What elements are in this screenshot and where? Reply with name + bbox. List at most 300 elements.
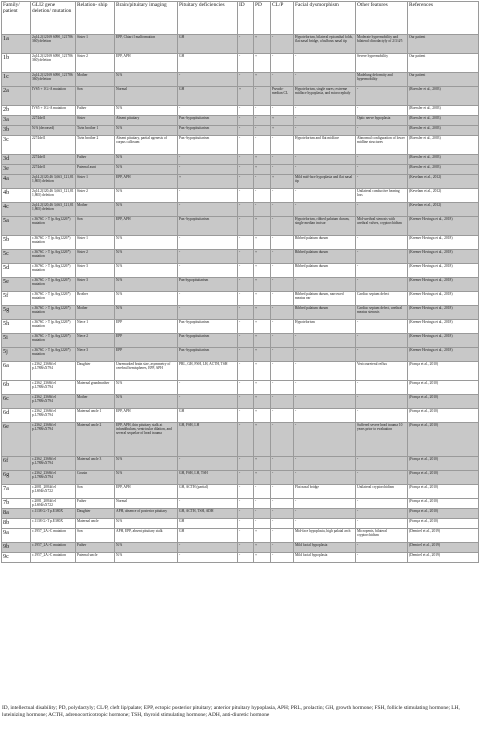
imaging-cell: N/A [115,278,178,292]
deficiencies-cell: - [178,155,238,165]
header-family-patient: Family/ patient [2,2,31,35]
reference-cell: (Kremer Hovinga et al., 2018) [408,292,479,306]
table-row [2,87,479,106]
imaging-cell: EPP, APH [115,54,178,73]
clp-cell: - [271,553,294,563]
family-id-cell: 8a [2,509,31,519]
family-id-cell: 1b [2,54,31,73]
reference-cell: (Kremer Hovinga et al., 2018) [408,278,479,292]
reference-cell: (Demirel et al., 2019) [408,529,479,543]
clp-cell: - [271,485,294,499]
table-row [2,320,479,334]
header-row [2,2,479,35]
other-features-cell: - [356,334,408,348]
mutation-cell: c.3676C > T (p.Arg1226*) mutation [31,348,76,362]
facial-cell: Ribbed palatum durum [294,250,356,264]
relationship-cell: Sister [76,116,115,126]
pd-cell: + [254,236,271,250]
mutation-cell: c.3676C > T (p.Arg1226*) mutation [31,217,76,236]
pd-cell: + [254,471,271,485]
clp-cell: - [271,136,294,155]
deficiencies-cell: - [178,165,238,175]
id-flag-cell: - [238,175,254,189]
table-row [2,457,479,471]
other-features-cell: - [356,203,408,217]
other-features-cell: Suffered severe head trauma 10 years prior to evaluation [356,423,408,457]
other-features-cell: - [356,348,408,362]
deficiencies-cell: GH [178,54,238,73]
family-id-cell: 6c [2,395,31,409]
clp-cell: - [271,509,294,519]
reference-cell: (Roessler et al., 2003) [408,116,479,126]
clp-cell: - [271,348,294,362]
deficiencies-cell: Pan -hypopituitarism [178,116,238,126]
table-row [2,509,479,519]
mutation-cell: c.2362_2368d el p.L788fsX794 [31,409,76,423]
deficiencies-cell: GH, ACTH (partial) [178,485,238,499]
deficiencies-cell: GH, ACTH, TSH, ADH [178,509,238,519]
deficiencies-cell: Pan -hypopituitarism [178,320,238,334]
table-row [2,499,479,509]
table-row [2,292,479,306]
relationship-cell: Father [76,106,115,116]
id-flag-cell: - [238,381,254,395]
family-id-cell: 3b [2,126,31,136]
relationship-cell: Father [76,543,115,553]
mutation-cell: c.3676C > T (p.Arg1226*) mutation [31,250,76,264]
imaging-cell: APH, absence of posterior pituitary [115,509,178,519]
imaging-cell: N/A [115,395,178,409]
family-id-cell: 6g [2,471,31,485]
pd-cell: - [254,175,271,189]
reference-cell: (França et al., 2010) [408,471,479,485]
reference-cell: (França et al., 2010) [408,519,479,529]
pd-cell: + [254,529,271,543]
table-row [2,217,479,236]
reference-cell: (Kevelam et al., 2012) [408,175,479,189]
mutation-cell: c.3676C > T (p.Arg1226*) mutation [31,236,76,250]
pd-cell: + [254,155,271,165]
deficiencies-cell: PRL, GH, FSH, LH, ACTH, TSH [178,362,238,381]
pd-cell: - [254,136,271,155]
relationship-cell: Mother [76,395,115,409]
id-flag-cell: - [238,203,254,217]
relationship-cell: Paternal uncle [76,553,115,563]
relationship-cell: Son [76,217,115,236]
pd-cell: + [254,381,271,395]
family-id-cell: 5f [2,292,31,306]
mutation-cell: c.2362_2368d el p.L788fsX794 [31,395,76,409]
deficiencies-cell: - [178,553,238,563]
family-id-cell: 3d [2,155,31,165]
table-row [2,236,479,250]
relationship-cell: Son [76,485,115,499]
imaging-cell: N/A [115,457,178,471]
reference-cell: (Roessler et al., 2003) [408,165,479,175]
id-flag-cell: + [238,87,254,106]
id-flag-cell: - [238,165,254,175]
mutation-cell: 2274del1 [31,116,76,126]
mutation-cell: c.2362_2368d el p.L788fsX794 [31,457,76,471]
facial-cell: - [294,519,356,529]
header-gli2-mutation: GLI2 gene deletion/ mutation [31,2,76,35]
deficiencies-cell: - [178,189,238,203]
facial-cell: Ribbed palatum durum [294,264,356,278]
pd-cell: + [254,395,271,409]
deficiencies-cell: - [178,73,238,87]
deficiencies-cell: - [178,395,238,409]
relationship-cell: Sister 2 [76,250,115,264]
pd-cell: + [254,409,271,423]
id-flag-cell: - [238,529,254,543]
facial-cell: - [294,73,356,87]
other-features-cell: - [356,175,408,189]
imaging-cell: N/A [115,189,178,203]
id-flag-cell: - [238,395,254,409]
table-row [2,362,479,381]
other-features-cell: - [356,409,408,423]
reference-cell: (França et al., 2010) [408,362,479,381]
table-row [2,116,479,126]
clp-cell: - [271,292,294,306]
reference-cell: (França et al., 2010) [408,457,479,471]
other-features-cell: Mid-urethral stenosis with urethral valves, cryptorchidism [356,217,408,236]
imaging-cell: N/A [115,165,178,175]
deficiencies-cell: Pan-hypopituitarism [178,278,238,292]
family-id-cell: 2a [2,87,31,106]
mutation-cell: c.3676C > T (p.Arg1226*) mutation [31,292,76,306]
reference-cell: (Roessler et al., 2003) [408,126,479,136]
table-row [2,423,479,457]
other-features-cell: Optic nerve hypoplasia [356,116,408,126]
relationship-cell: Son [76,87,115,106]
other-features-cell: Abnormal configuration of lower midline structures [356,136,408,155]
relationship-cell: Sister 1 [76,175,115,189]
mutation-cell: N/A (deceased) [31,126,76,136]
family-id-cell: 5i [2,334,31,348]
family-id-cell: 9a [2,529,31,543]
family-id-cell: 7b [2,499,31,509]
id-flag-cell: - [238,189,254,203]
family-id-cell: 5e [2,278,31,292]
other-features-cell: - [356,155,408,165]
facial-cell: - [294,278,356,292]
imaging-cell: N/A [115,543,178,553]
deficiencies-cell: - [178,543,238,553]
table-row [2,175,479,189]
other-features-cell: - [356,395,408,409]
imaging-cell: N/A [115,106,178,116]
family-id-cell: 5b [2,236,31,250]
id-flag-cell: - [238,457,254,471]
table-row [2,409,479,423]
facial-cell: - [294,457,356,471]
deficiencies-cell: GH, FSH, LH [178,423,238,457]
table-row [2,264,479,278]
relationship-cell: Brother [76,292,115,306]
facial-cell: - [294,106,356,116]
clp-cell: - [271,519,294,529]
clp-cell: - [271,423,294,457]
imaging-cell: EPP, APH [115,175,178,189]
imaging-cell: EPP [115,320,178,334]
family-id-cell: 4c [2,203,31,217]
facial-cell: Mild facial hypoplasia [294,553,356,563]
reference-cell: (Demirel et al., 2019) [408,553,479,563]
mutation-cell: 2274del1 [31,165,76,175]
clp-cell: + [271,175,294,189]
imaging-cell: N/A [115,553,178,563]
table-row [2,73,479,87]
table-row [2,35,479,54]
reference-cell: Our patient [408,54,479,73]
imaging-cell: APH, EPP, absent pituitary stalk [115,529,178,543]
imaging-cell: N/A [115,155,178,165]
other-features-cell: - [356,250,408,264]
pd-cell: - [254,203,271,217]
other-features-cell: Madelung deformity and hypermobility [356,73,408,87]
table-row [2,203,479,217]
facial-cell: - [294,409,356,423]
relationship-cell: Sister 1 [76,35,115,54]
deficiencies-cell: - [178,203,238,217]
clp-cell: - [271,155,294,165]
mutation-cell: c.2362_2368d el p.L788fsX794 [31,362,76,381]
table-row [2,165,479,175]
pd-cell: + [254,334,271,348]
other-features-cell: Micropenis, bilateral cryptorchidism [356,529,408,543]
table-row [2,543,479,553]
family-id-cell: 3e [2,165,31,175]
clp-cell: - [271,54,294,73]
family-id-cell: 9c [2,553,31,563]
id-flag-cell: - [238,217,254,236]
family-id-cell: 8b [2,519,31,529]
table-row [2,155,479,165]
deficiencies-cell: GH [178,87,238,106]
mutation-cell: 2274del1 [31,155,76,165]
clp-cell: - [271,250,294,264]
imaging-cell: EPP, Chiari I malformation [115,35,178,54]
family-id-cell: 5a [2,217,31,236]
imaging-cell: N/A [115,292,178,306]
imaging-cell: Normal [115,499,178,509]
other-features-cell: Vesicoureteral reflux [356,362,408,381]
clp-cell: - [271,362,294,381]
other-features-cell: - [356,106,408,116]
reference-cell: (França et al., 2010) [408,485,479,499]
table-row [2,519,479,529]
clp-cell: Pseudo- median CL [271,87,294,106]
imaging-cell: N/A [115,236,178,250]
id-flag-cell: - [238,471,254,485]
mutation-cell: IVS5 + 1G>A mutation [31,106,76,116]
other-features-cell: - [356,264,408,278]
pd-cell: + [254,250,271,264]
mutation-cell: c.1957_2A>C mutation [31,553,76,563]
pd-cell: - [254,189,271,203]
reference-cell: (Kremer Hovinga et al., 2018) [408,250,479,264]
relationship-cell: Sister 2 [76,189,115,203]
clp-cell: - [271,106,294,116]
id-flag-cell: - [238,236,254,250]
family-id-cell: 4b [2,189,31,203]
imaging-cell: EPP, APH [115,217,178,236]
other-features-cell: Unilateral cryptorchidism [356,485,408,499]
clp-cell: - [271,529,294,543]
facial-cell: Flat nasal bridge [294,485,356,499]
pd-cell: + [254,306,271,320]
reference-cell: (França et al., 2010) [408,381,479,395]
family-id-cell: 5d [2,264,31,278]
deficiencies-cell: GH [178,409,238,423]
table-row [2,553,479,563]
imaging-cell: N/A [115,381,178,395]
other-features-cell: - [356,509,408,519]
clp-cell: - [271,236,294,250]
relationship-cell: Mother [76,73,115,87]
relationship-cell: Maternal uncle 2 [76,423,115,457]
clp-cell: - [271,457,294,471]
family-id-cell: 6f [2,457,31,471]
pd-cell: + [254,543,271,553]
pd-cell: - [254,499,271,509]
relationship-cell: Niece 3 [76,348,115,362]
facial-cell: Hypotelorism [294,320,356,334]
family-id-cell: 3c [2,136,31,155]
other-features-cell: Cardiac septum defect [356,292,408,306]
pd-cell: - [254,485,271,499]
clp-cell: - [271,189,294,203]
pd-cell: + [254,362,271,381]
mutation-cell: c.3676C > T (p.Arg1226*) mutation [31,334,76,348]
table-row [2,126,479,136]
table-row [2,471,479,485]
relationship-cell: Niece 2 [76,334,115,348]
mutation-cell: c.1957_2A>C mutation [31,529,76,543]
deficiencies-cell: Pan -hypopituitarism [178,136,238,155]
pd-cell: - [254,106,271,116]
deficiencies-cell: Pan -hypopituitarism [178,217,238,236]
mutation-cell: c.2362_2368d el p.L788fsX794 [31,381,76,395]
id-flag-cell: - [238,509,254,519]
mutation-cell: c.3676C > T (p.Arg1226*) mutation [31,306,76,320]
reference-cell: (França et al., 2010) [408,509,479,519]
reference-cell: (Kremer Hovinga et al., 2018) [408,306,479,320]
table-row [2,381,479,395]
table-row [2,306,479,320]
mutation-cell: c.3676C > T (p.Arg1226*) mutation [31,278,76,292]
family-id-cell: 3a [2,116,31,126]
table-row [2,334,479,348]
facial-cell: - [294,54,356,73]
pd-cell: + [254,423,271,457]
pd-cell: - [254,126,271,136]
header-pd: PD [254,2,271,35]
header-references: References [408,2,479,35]
imaging-cell: N/A [115,471,178,485]
facial-cell: Ribbed palatum durum [294,306,356,320]
id-flag-cell: - [238,423,254,457]
id-flag-cell: - [238,409,254,423]
table-row [2,189,479,203]
other-features-cell: - [356,499,408,509]
mutation-cell: c.3676C > T (p.Arg1226*) mutation [31,320,76,334]
clp-cell: - [271,320,294,334]
other-features-cell: - [356,126,408,136]
family-id-cell: 6a [2,362,31,381]
family-id-cell: 9b [2,543,31,553]
mutation-cell: c.1138 G>T p.E380X [31,519,76,529]
facial-cell: - [294,509,356,519]
id-flag-cell: - [238,250,254,264]
mutation-cell: 2q14.2(12169 6090_121786 360) deletion [31,73,76,87]
facial-cell: - [294,116,356,126]
id-flag-cell: - [238,553,254,563]
mutation-cell: 2274del1 [31,136,76,155]
facial-cell: Mild mid-face hypoplasia and flat nasal tip [294,175,356,189]
clp-cell: - [271,73,294,87]
deficiencies-cell: - [178,381,238,395]
table-row [2,250,479,264]
table-row [2,348,479,362]
relationship-cell: Sister 3 [76,278,115,292]
header-pituitary-deficiencies: Pituitary deficiencies [178,2,238,35]
imaging-cell: EPP, APH [115,409,178,423]
clp-cell: - [271,409,294,423]
deficiencies-cell: - [178,106,238,116]
relationship-cell: Sister 2 [76,54,115,73]
clp-cell: - [271,306,294,320]
clp-cell: - [271,278,294,292]
relationship-cell: Father [76,499,115,509]
reference-cell: (França et al., 2010) [408,499,479,509]
imaging-cell: Normal [115,87,178,106]
facial-cell: - [294,395,356,409]
clp-cell: - [271,543,294,553]
deficiencies-cell: + [178,175,238,189]
imaging-cell: N/A [115,126,178,136]
family-id-cell: 1c [2,73,31,87]
clp-cell: - [271,471,294,485]
clp-cell: - [271,334,294,348]
other-features-cell: Cardiac septum defect, urethral meatus stenosis [356,306,408,320]
facial-cell: - [294,126,356,136]
imaging-cell: EPP, APH [115,485,178,499]
family-id-cell: 6e [2,423,31,457]
relationship-cell: Niece 1 [76,320,115,334]
reference-cell: (Roessler et al., 2003) [408,106,479,116]
clp-cell: - [271,381,294,395]
clp-cell: - [271,217,294,236]
family-id-cell: 7a [2,485,31,499]
facial-cell: - [294,362,356,381]
facial-cell: Mid-face hypoplasia, high palatal arch [294,529,356,543]
reference-cell: Our patient [408,73,479,87]
other-features-cell: - [356,320,408,334]
imaging-cell: Absent pituitary [115,116,178,126]
pd-cell: + [254,278,271,292]
reference-cell: (França et al., 2010) [408,423,479,457]
facial-cell: - [294,499,356,509]
clp-cell: - [271,165,294,175]
id-flag-cell: - [238,320,254,334]
relationship-cell: Mother [76,306,115,320]
clp-cell: - [271,203,294,217]
deficiencies-cell: Pan -hypopituitarism [178,348,238,362]
table-row [2,529,479,543]
relationship-cell: Sister 1 [76,236,115,250]
